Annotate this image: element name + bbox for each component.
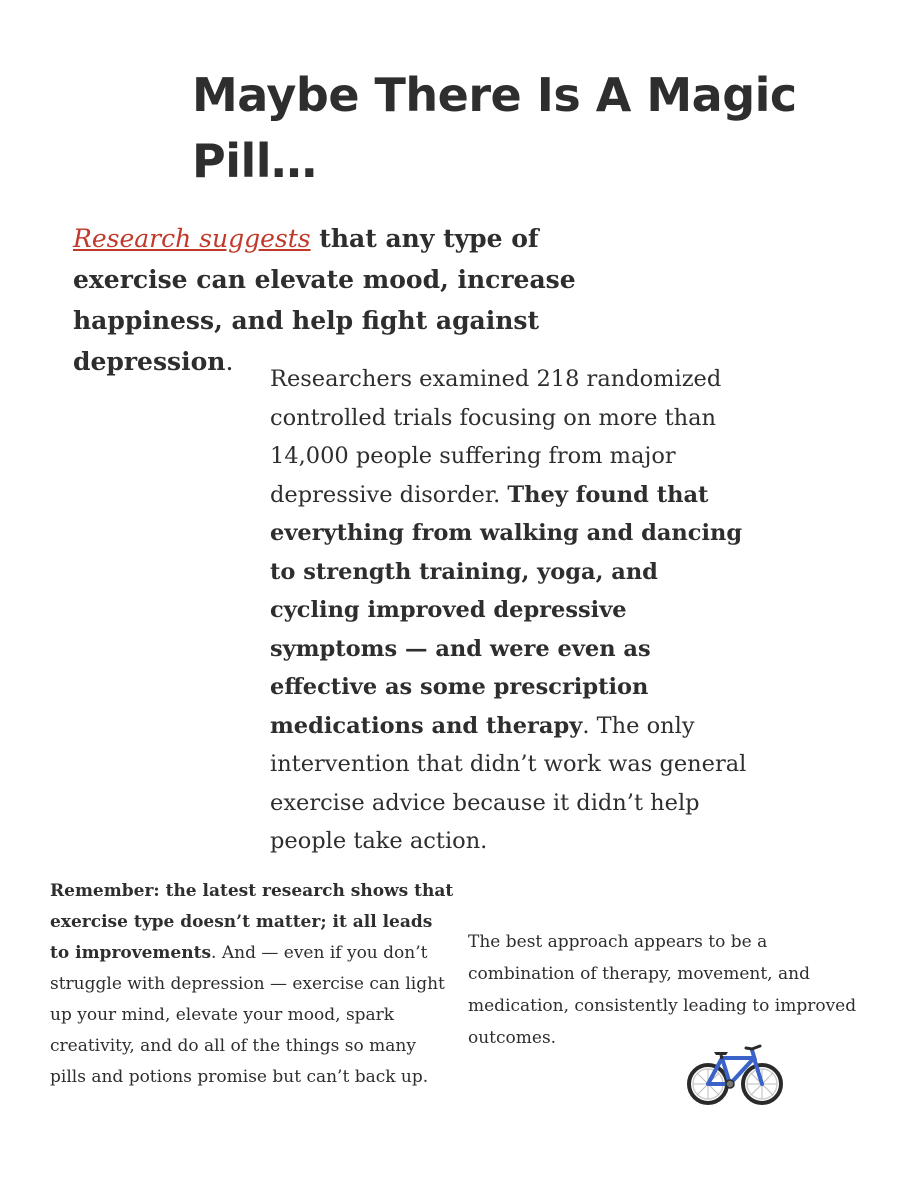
study-outro: . The only intervention that didn’t work was general exercise advice because it didn’t help people take action.: [270, 712, 747, 854]
remember-paragraph: [50, 876, 455, 1093]
lede-paragraph: [73, 218, 593, 382]
page-title: Maybe There Is A Magic Pill…: [192, 68, 797, 188]
bicycle-handlebar: [746, 1046, 760, 1049]
lede-end-punct: .: [225, 347, 234, 376]
remember-rest: . And — even if you don’t struggle with depression — exercise can light up your mind, elevate your mood, spark creativity, and do all of the things so many pills and potions promise but can’t back up.: [50, 943, 445, 1087]
research-link[interactable]: Research suggests: [73, 224, 311, 253]
bicycle-crank: [726, 1080, 734, 1088]
remember-bold: Remember: the latest research shows that exercise type doesn’t matter; it all leads to improvements: [50, 881, 454, 963]
lede-bold-text: that any type of exercise can elevate mood, increase happiness, and help fight against depression: [73, 224, 576, 376]
best-approach-paragraph: The best approach appears to be a combination of therapy, movement, and medication, consistently leading to improved outcomes.: [468, 932, 857, 1048]
bicycle-icon: [686, 1036, 784, 1106]
study-finding: They found that everything from walking and dancing to strength training, yoga, and cycling improved depressive symptoms — and were even as effective as some prescription medications and therapy: [270, 481, 743, 739]
study-intro: Researchers examined 218 randomized controlled trials focusing on more than 14,000 people suffering from major depressive disorder.: [270, 366, 722, 508]
study-paragraph: [270, 360, 750, 861]
bicycle-seat: [714, 1052, 728, 1055]
